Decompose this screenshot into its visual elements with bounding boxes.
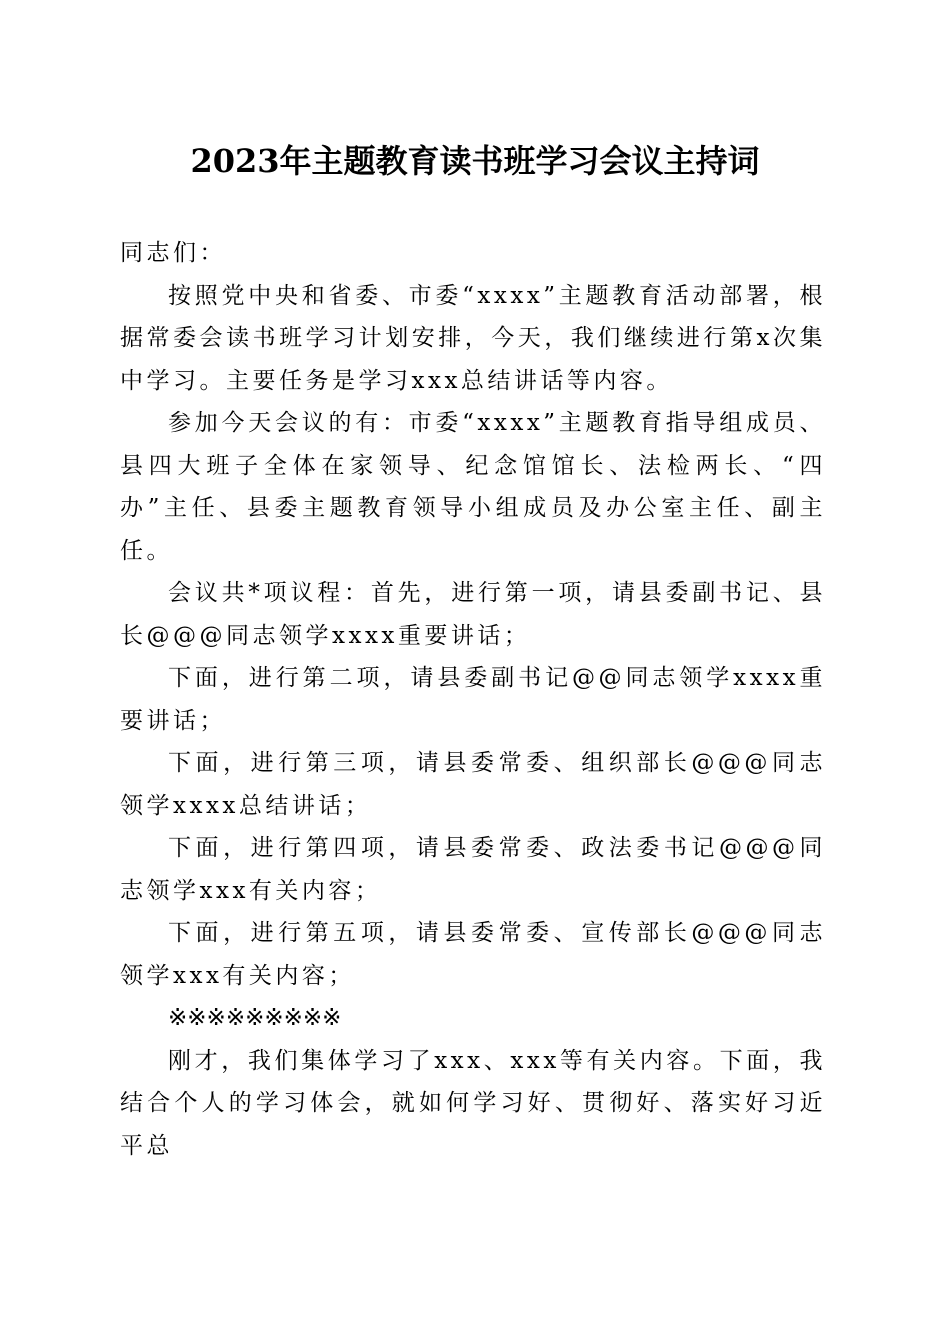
paragraph-agenda-item-2: 下面，进行第二项，请县委副书记@@同志领学xxxx重要讲话； (120, 665, 826, 734)
paragraph-agenda-item-5: 下面，进行第五项，请县委常委、宣传部长@@@同志领学xxx有关内容； (120, 920, 826, 989)
paragraph-intro: 按照党中央和省委、市委“xxxx”主题教育活动部署，根据常委会读书班学习计划安排，今天，我们继续进行第x次集中学习。主要任务是学习xxx总结讲话等内容。 (120, 282, 826, 394)
separator-marks: ※※※※※※※※※ (168, 1005, 342, 1031)
salutation: 同志们： (120, 240, 226, 266)
paragraph-agenda-item-3: 下面，进行第三项，请县委常委、组织部长@@@同志领学xxxx总结讲话； (120, 750, 826, 819)
paragraph-agenda-item-1: 会议共*项议程：首先，进行第一项，请县委副书记、县长@@@同志领学xxxx重要讲话； (120, 580, 826, 649)
paragraph-agenda-item-4: 下面，进行第四项，请县委常委、政法委书记@@@同志领学xxx有关内容； (120, 835, 826, 904)
paragraph-attendees: 参加今天会议的有：市委“xxxx”主题教育指导组成员、县四大班子全体在家领导、纪念馆馆长、法检两长、“四办”主任、县委主题教育领导小组成员及办公室主任、副主任。 (120, 410, 826, 564)
document-title: 2023年主题教育读书班学习会议主持词 (190, 142, 760, 180)
paragraph-summary: 刚才，我们集体学习了xxx、xxx等有关内容。下面，我结合个人的学习体会，就如何学习好、贯彻好、落实好习近平总 (120, 1047, 826, 1159)
document-body (120, 232, 826, 1167)
